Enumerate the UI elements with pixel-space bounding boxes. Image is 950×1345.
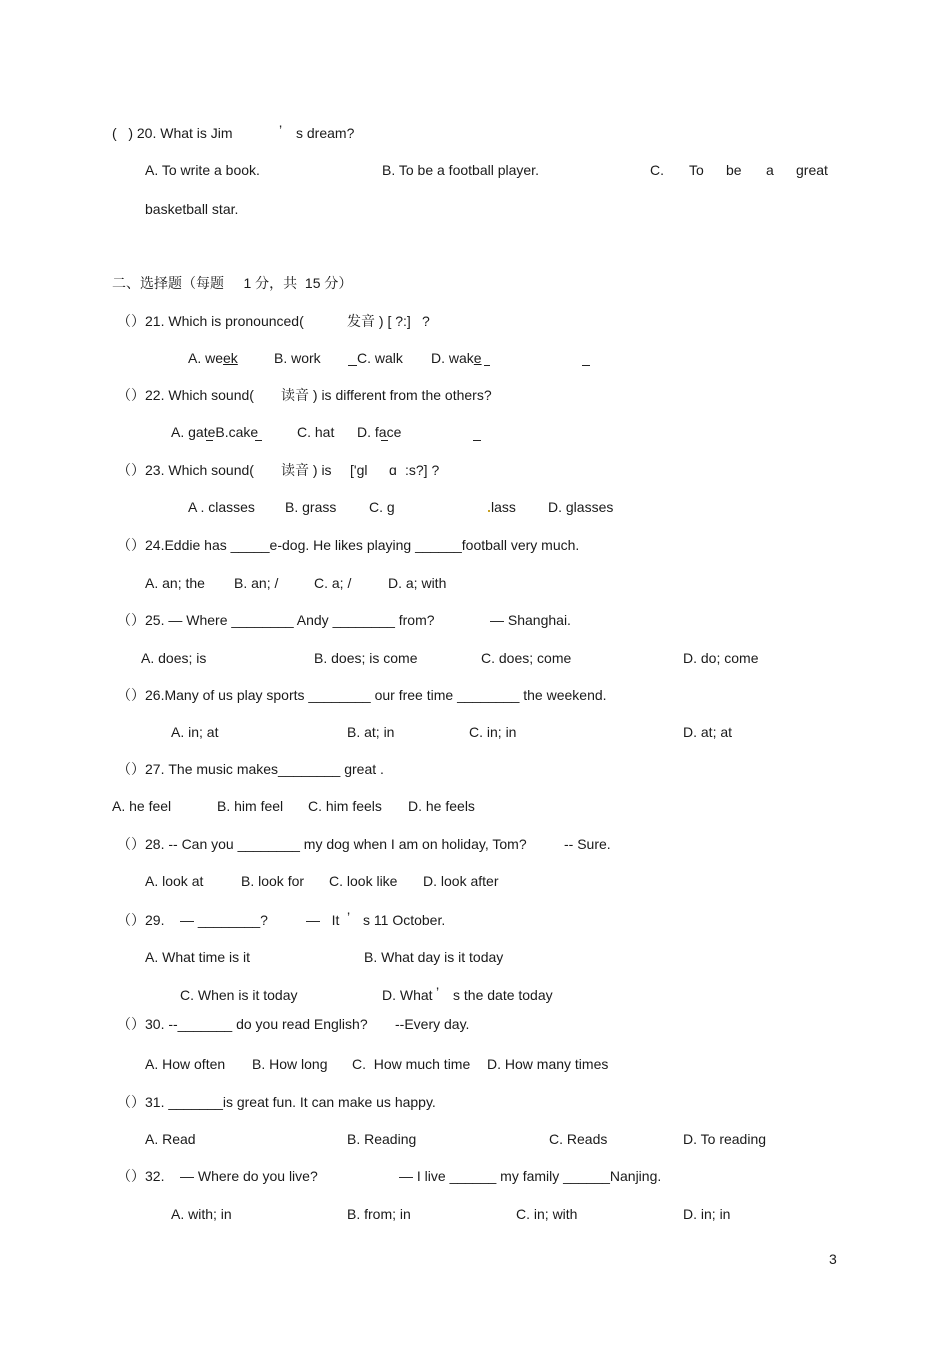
q31-stem: （）31. _______is great fun. It can make us happy. xyxy=(117,1094,436,1110)
q32-option-a: A. with; in xyxy=(171,1206,232,1222)
q23-option-c: C. g xyxy=(369,499,395,515)
q20-apostrophe: ’ xyxy=(279,122,283,138)
q28-option-a: A. look at xyxy=(145,873,204,889)
q30-option-b: B. How long xyxy=(252,1056,328,1072)
q29-reply: — It xyxy=(306,912,340,928)
q22-stem-rest: 读音 ) is different from the others? xyxy=(281,387,492,403)
q23-stem: （）23. Which sound( xyxy=(117,462,254,478)
q27-stem: （）27. The music makes________ great . xyxy=(117,761,384,777)
q27-option-a: A. he feel xyxy=(112,798,172,814)
q21-blank-mark xyxy=(484,365,490,366)
q30-option-a: A. How often xyxy=(145,1056,226,1072)
q21-option-d: D. wake xyxy=(431,350,482,366)
q25-stem: （）25. — Where ________ Andy ________ from? xyxy=(117,612,435,628)
q29-option-c: C. When is it today xyxy=(180,987,298,1003)
q31-option-d: D. To reading xyxy=(683,1131,767,1147)
q25-option-b: B. does; is come xyxy=(314,650,418,666)
q22-stem: （）22. Which sound( xyxy=(117,387,254,403)
q23-option-b: B. grass xyxy=(285,499,337,515)
q28-reply: -- Sure. xyxy=(564,836,611,852)
q20-option-b: B. To be a football player. xyxy=(382,162,539,178)
q22-underline-mark xyxy=(255,440,262,441)
q21-blank-mark xyxy=(582,365,590,366)
q22-option-c: C. hat xyxy=(297,424,335,440)
q22-options-a-b: A. gateB.cake xyxy=(171,424,259,440)
q29-option-d: D. What xyxy=(382,987,433,1003)
q30-reply: --Every day. xyxy=(395,1016,470,1032)
q20-stem: ( ) 20. What is Jim xyxy=(112,125,233,141)
q21-stem-end: ? xyxy=(422,313,430,329)
q23-option-d: D. glasses xyxy=(548,499,614,515)
q24-option-a: A. an; the xyxy=(145,575,205,591)
q31-option-a: A. Read xyxy=(145,1131,196,1147)
q26-option-a: A. in; at xyxy=(171,724,219,740)
q29-option-d-apostrophe: ’ xyxy=(436,984,440,1000)
q29-stem: （）29. xyxy=(117,912,165,928)
q25-option-c: C. does; come xyxy=(481,650,572,666)
q28-stem: （）28. -- Can you ________ my dog when I am on holiday, Tom? xyxy=(117,836,527,852)
q23-option-a: A . classes xyxy=(188,499,255,515)
q32-option-c: C. in; with xyxy=(516,1206,578,1222)
q21-option-b: B. work xyxy=(274,350,321,366)
q20-option-c-word: be xyxy=(726,162,742,178)
q24-option-b: B. an; / xyxy=(234,575,279,591)
q25-option-d: D. do; come xyxy=(683,650,759,666)
q24-stem: （）24.Eddie has _____e-dog. He likes playing ______football very much. xyxy=(117,537,580,553)
q26-stem: （）26.Many of us play sports ________ our free time ________ the weekend. xyxy=(117,687,607,703)
q23-stem-phonetic-end: :s?] ? xyxy=(405,462,440,478)
q21-stem-phonetic: 发音 ) [ ?:] xyxy=(347,313,411,329)
q21-option-c: C. walk xyxy=(357,350,403,366)
q32-reply: — I live ______ my family ______Nanjing. xyxy=(399,1168,662,1184)
q29-option-d-tail: s the date today xyxy=(453,987,553,1003)
q29-question: — ________? xyxy=(180,912,268,928)
q25-reply: — Shanghai. xyxy=(490,612,571,628)
q31-option-b: B. Reading xyxy=(347,1131,417,1147)
q21-option-a: A. week xyxy=(188,350,238,366)
q32-question: — Where do you live? xyxy=(180,1168,318,1184)
q27-option-d: D. he feels xyxy=(408,798,475,814)
q30-stem: （）30. --_______ do you read English? xyxy=(117,1016,368,1032)
q28-option-b: B. look for xyxy=(241,873,305,889)
q32-option-b: B. from; in xyxy=(347,1206,411,1222)
q22-option-d: D. face xyxy=(357,424,402,440)
q20-option-c-word: To xyxy=(689,162,704,178)
q28-option-d: D. look after xyxy=(423,873,499,889)
q29-option-a: A. What time is it xyxy=(145,949,251,965)
q20-option-c-word: C. xyxy=(650,162,664,178)
q24-option-d: D. a; with xyxy=(388,575,447,591)
q28-option-c: C. look like xyxy=(329,873,398,889)
q29-option-b: B. What day is it today xyxy=(364,949,504,965)
section-2-heading: 二、选择题（每题 1 分，共 15 分） xyxy=(112,275,353,291)
q23-stem-rest: 读音 ) is xyxy=(281,462,332,478)
q20-option-c-word: a xyxy=(766,162,774,178)
q23-stem-phonetic-vowel: ɑ xyxy=(389,462,397,478)
q23-stray-mark xyxy=(488,510,490,512)
q32-option-d: D. in; in xyxy=(683,1206,731,1222)
q27-option-b: B. him feel xyxy=(217,798,284,814)
q23-stem-phonetic-start: ['gl xyxy=(350,462,368,478)
q20-option-c-continued: basketball star. xyxy=(145,201,239,217)
q30-option-c: C. How much time xyxy=(352,1056,471,1072)
q25-option-a: A. does; is xyxy=(141,650,207,666)
q24-option-c: C. a; / xyxy=(314,575,352,591)
q26-option-c: C. in; in xyxy=(469,724,517,740)
q31-option-c: C. Reads xyxy=(549,1131,608,1147)
page-number: 3 xyxy=(829,1251,837,1267)
q29-apostrophe: ’ xyxy=(347,909,351,925)
q20-option-c-word: great xyxy=(796,162,828,178)
q26-option-b: B. at; in xyxy=(347,724,395,740)
q22-underline-mark xyxy=(206,440,213,441)
q23-option-c-continued: lass xyxy=(491,499,516,515)
q21-blank-mark xyxy=(348,365,357,366)
q22-underline-mark xyxy=(473,440,481,441)
q27-option-c: C. him feels xyxy=(308,798,382,814)
q21-stem: （）21. Which is pronounced( xyxy=(117,313,304,329)
q29-reply-tail: s 11 October. xyxy=(363,912,446,928)
q30-option-d: D. How many times xyxy=(487,1056,609,1072)
q20-stem-tail: s dream? xyxy=(296,125,355,141)
q26-option-d: D. at; at xyxy=(683,724,733,740)
q32-stem: （）32. xyxy=(117,1168,165,1184)
q20-option-a: A. To write a book. xyxy=(145,162,260,178)
